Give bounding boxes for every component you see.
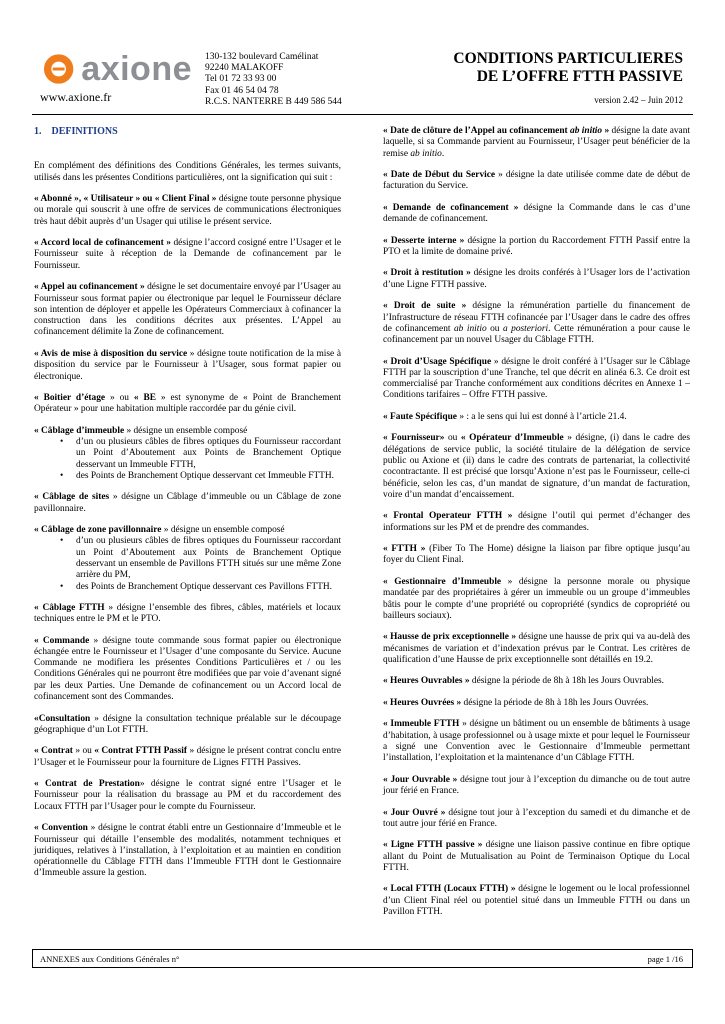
logo-text: axione bbox=[81, 50, 192, 88]
term: « Ligne FTTH passive » bbox=[383, 840, 483, 851]
definition-text: désigne toute personne physique ou morale qui souscrit à une offre de services de communications électroniques très haut débit auprès d’un Usager qui utilise le présent service. bbox=[34, 194, 341, 227]
definition-text: » désigne la date utilisée comme date de début de facturation du Service. bbox=[383, 170, 690, 192]
term: « Boitier d’étage bbox=[34, 392, 106, 403]
definition bbox=[383, 301, 690, 346]
term: « Immeuble FTTH bbox=[383, 719, 460, 730]
list-item: • d’un ou plusieurs câbles de fibres optiques du Fournisseur raccordant un Point d’Aboutement aux Points de Branchement Optique desservant un ensemble de Pavillons FTTH situés sur une même Zone arrière du PM, bbox=[76, 536, 341, 581]
definition bbox=[383, 719, 690, 764]
definition-italic: ab initio bbox=[453, 323, 487, 334]
definition-text: » désigne la consultation technique préalable sur le découpage géographique d’un Lot FTTH. bbox=[34, 713, 341, 735]
definition-text: désigne la période de 8h à 18h les Jours Ouvrables. bbox=[469, 676, 665, 687]
definition-text: . bbox=[441, 148, 445, 159]
definition bbox=[34, 194, 341, 228]
definition-text: ou bbox=[444, 433, 461, 444]
definition-italic: a posteriori bbox=[502, 323, 549, 334]
definition bbox=[34, 238, 341, 272]
definition-text: » désigne le droit conféré à l’Usager sur le Câblage FTTH par la souscription d’une Tranche, tel que décrit en alinéa 6.3. Ce droit est commercialisé par Tranche conformément aux conditions décrites en Annexe 1 – Conditions tarifaires – Offre FTTH passive. bbox=[383, 356, 690, 401]
definition-text: désigne tout jour à l’exception du dimanche ou de tout autre jour férié en France. bbox=[383, 774, 690, 797]
term: « Faute Spécifique bbox=[383, 411, 457, 422]
term: « Câblage FTTH bbox=[34, 602, 105, 613]
term: « Contrat bbox=[34, 746, 73, 757]
definition-text: désigne l’outil qui permet d’échanger des informations sur les PM et de prendre des commandes. bbox=[383, 511, 690, 533]
term-text: « Date de clôture de l’Appel au cofinancement bbox=[383, 126, 571, 136]
term: « Droit de suite » bbox=[383, 301, 467, 312]
term: « Câblage de sites bbox=[34, 492, 110, 503]
definition-text: » : a le sens qui lui est donné à l’article 21.4. bbox=[456, 411, 627, 422]
definition-text: » désigne toute commande sous format papier ou électronique échangée entre le Fournisseur et l’Usager d’une composante du Service. Aucune Commande ne modifiera les présentes Conditions Particulières et / ou les Conditions Générales qui ne pourront être modifiées que par voie d’avenant signé par les deux Parties. Une Demande de cofinancement ou un Accord local de cofinancement sont des Commandes. bbox=[34, 635, 341, 703]
title-line-1: CONDITIONS PARTICULIERES bbox=[453, 50, 683, 67]
term: «Consultation bbox=[34, 713, 91, 724]
definition bbox=[383, 170, 690, 193]
term: « Desserte interne » bbox=[383, 235, 465, 246]
definition-text: » ou bbox=[105, 392, 134, 403]
title-line-2: DE L’OFFRE FTTH PASSIVE bbox=[476, 68, 683, 85]
header-divider bbox=[32, 114, 693, 115]
definition-text: » désigne un ensemble composé bbox=[161, 525, 285, 536]
definition bbox=[34, 779, 341, 813]
definition-text: désigne tout jour à l’exception du samedi et du dimanche et de tout autre jour férié en France. bbox=[383, 807, 690, 829]
definition bbox=[34, 636, 341, 704]
definition bbox=[383, 412, 690, 423]
term: « Contrat de Prestation bbox=[34, 779, 140, 790]
definition bbox=[383, 357, 690, 402]
term: « Contrat FTTH Passif bbox=[94, 746, 188, 757]
address-line: 92240 MALAKOFF bbox=[205, 63, 284, 74]
address-line: Fax 01 46 54 04 78 bbox=[205, 85, 279, 96]
bullet-list bbox=[34, 536, 341, 592]
definition-text: désigne la période de 8h à 18h les Jours Ouvrées. bbox=[461, 697, 649, 708]
bullet-list bbox=[34, 437, 341, 482]
definition-text: désigne la portion du Raccordement FTTH Passif entre la PTO et la limite de domaine privé. bbox=[383, 235, 690, 257]
term: « Frontal Operateur FTTH » bbox=[383, 511, 513, 522]
term: « Heures Ouvrables » bbox=[383, 676, 470, 687]
term: « Demande de cofinancement » bbox=[383, 202, 519, 213]
section-number: 1. bbox=[34, 126, 42, 137]
definition bbox=[383, 775, 690, 798]
definition bbox=[34, 746, 341, 769]
definition bbox=[383, 236, 690, 259]
definition-text: » désigne l’ensemble des fibres, câbles, matériels et locaux techniques entre le PM et le PTO. bbox=[34, 602, 341, 625]
definition bbox=[34, 492, 341, 515]
intro-paragraph: En complément des définitions des Conditions Générales, les termes suivants, utilisés dans les présentes Conditions particulières, ont la signification qui suit : bbox=[34, 161, 341, 183]
definition bbox=[383, 511, 690, 534]
website-link[interactable]: www.axione.fr bbox=[40, 90, 112, 104]
definition bbox=[383, 433, 690, 501]
definition-text: » désigne le présent contrat conclu entre l’Usager et le Fournisseur pour la fourniture de Lignes FTTH Passives. bbox=[34, 746, 342, 768]
definition-text: désigne une liaison passive continue en fibre optique allant du Point de Mutualisation au Point de Terminaison Optique du Local FTTH. bbox=[383, 840, 690, 873]
definition bbox=[383, 884, 690, 918]
definition-text: désigne le logement ou le local professionnel d’un Client Final réel ou potentiel situé dans un Immeuble FTTH ou dans un Pavillon FTTH. bbox=[383, 884, 690, 917]
definition-text: » désigne la personne morale ou physique mandatée par des propriétaires à gérer un immeuble ou un groupe d’immeubles bâtis pour le compte d’une propriété ou copropriété (syndics de copropriété ou bailleurs sociaux). bbox=[383, 576, 690, 621]
definition bbox=[34, 823, 341, 879]
footer-annex-label: ANNEXES aux Conditions Générales n° bbox=[40, 954, 180, 964]
section-heading bbox=[34, 126, 341, 137]
term bbox=[383, 126, 609, 136]
definition bbox=[34, 603, 341, 626]
term: « Jour Ouvrable » bbox=[383, 774, 458, 785]
term: « Abonné », « Utilisateur » ou « Client Final » bbox=[34, 194, 217, 205]
term: « Jour Ouvré » bbox=[383, 807, 446, 818]
definition bbox=[34, 393, 341, 416]
definition bbox=[34, 714, 341, 737]
definition-text: désigne la rémunération partielle du financement de l’Infrastructure de réseau FTTH cofinancée par l’Usager dans le cadre des offres de cofinancement bbox=[383, 301, 690, 334]
term-text: » bbox=[602, 126, 610, 136]
axione-logo bbox=[42, 52, 192, 86]
term: « BE bbox=[133, 392, 156, 403]
term: « Convention bbox=[34, 823, 88, 834]
definition-text: ou bbox=[486, 323, 503, 334]
term: « Local FTTH (Locaux FTTH) » bbox=[383, 884, 516, 895]
definition-text: (Fiber To The Home) désigne la liaison par fibre optique jusqu’au foyer du Client Final. bbox=[383, 544, 690, 566]
term: « Droit d’Usage Spécifique bbox=[383, 356, 492, 367]
definition bbox=[383, 698, 690, 709]
list-item: • des Points de Branchement Optique desservant cet Immeuble FTTH. bbox=[76, 471, 341, 482]
definition-italic: ab initio bbox=[410, 148, 442, 159]
section-title: DEFINITIONS bbox=[51, 126, 118, 137]
definition bbox=[383, 808, 690, 831]
term: « Hausse de prix exceptionnelle » bbox=[383, 632, 517, 643]
axione-logo-icon bbox=[42, 52, 75, 86]
left-column bbox=[34, 126, 341, 890]
definition bbox=[383, 544, 690, 567]
definition bbox=[34, 525, 341, 536]
definition-text: désigne le set documentaire envoyé par l’Usager au Fournisseur sous format papier ou électronique par lequel le Fournisseur déclare son intention de déployer et appelle les Opérateurs Commerciaux à cofinancer la construction dans les conditions décrites aux présentes. L’Appel au cofinancement délimite la Zone de cofinancement. bbox=[34, 282, 341, 338]
definition-text: » désigne un ensemble composé bbox=[124, 425, 248, 436]
definition-text: » désigne le contrat signé entre l’Usager et le Fournisseur pour la réalisation du brassage au PM et du raccordement des Locaux FTTH par l’Usager pour le compte du Fournisseur. bbox=[34, 779, 341, 812]
definition bbox=[383, 632, 690, 666]
definition bbox=[383, 676, 690, 687]
company-address bbox=[205, 52, 342, 108]
definition-text: désigne l’accord cosigné entre l’Usager et le Fournisseur suite à réception de la Demande de cofinancement par le Fournisseur. bbox=[34, 238, 342, 271]
definition bbox=[383, 840, 690, 874]
term: « Date de Début du Service bbox=[383, 170, 496, 181]
definition-text: » désigne le contrat établi entre un Gestionnaire d’Immeuble et le Fournisseur qui détaille l’ensemble des modalités, notamment techniques et juridiques, relatives à l’installation, à l’exploitation et au maintien en condition opérationnelle du Câblage FTTH dans l’Immeuble FTTH dont le Gestionnaire d’Immeuble assure la gestion. bbox=[34, 823, 341, 879]
term: « Fournisseur» bbox=[383, 433, 445, 444]
definition-text: » désigne un bâtiment ou un ensemble de bâtiments à usage d’habitation, à usage professionnel ou à usage mixte et pour lequel le Fournisseur a signé une Convention avec le Gestionnaire d’Immeuble permettant l’installation, l’exploitation et la maintenance d’un Câblage FTTH. bbox=[383, 719, 690, 764]
term: « Câblage d’immeuble bbox=[34, 425, 125, 436]
definition bbox=[383, 126, 690, 160]
version-label: version 2.42 – Juin 2012 bbox=[594, 95, 683, 105]
term: « Accord local de cofinancement » bbox=[34, 238, 171, 249]
term: « Avis de mise à disposition du service bbox=[34, 348, 188, 359]
term-italic: ab initio bbox=[570, 126, 603, 136]
definition-text: » ou bbox=[72, 746, 95, 757]
term: « Gestionnaire d’Immeuble bbox=[383, 576, 502, 587]
definition-text: désigne une hausse de prix qui va au-delà des mécanismes de variation et d’indexation prévus par le Contrat. Les critères de qualification d’une Hausse de prix exceptionnelle sont détaillés en 19.2. bbox=[383, 632, 691, 665]
term: « Câblage de zone pavillonnaire bbox=[34, 525, 162, 536]
page-number: page 1 /16 bbox=[647, 954, 683, 964]
term: « Heures Ouvrées » bbox=[383, 697, 462, 708]
definition-text: » désigne toute notification de la mise à disposition du service par le Fournisseur à l’Usager, sous format papier ou électronique. bbox=[34, 348, 342, 382]
definition bbox=[34, 426, 341, 437]
definition bbox=[34, 282, 341, 338]
address-line: R.C.S. NANTERRE B 449 586 544 bbox=[205, 96, 342, 107]
list-item: • des Points de Branchement Optique desservant ces Pavillons FTTH. bbox=[76, 582, 341, 593]
right-column bbox=[383, 126, 690, 928]
definition-text: » désigne, (i) dans le cadre des délégations de service public, la société titulaire de la délégation de service public ou Axione et (ii) dans le cadre des contrats de partenariat, la collectivité cocontractante. Il est précisé que lorsqu’Axione n’est pas le Fournisseur, celle-ci bénéficie, selon les cas, d’un mandat de signature, d’un mandat de facturation, voire d’un mandat d’encaissement. bbox=[383, 433, 690, 500]
definition-text: » désigne un Câblage d’immeuble ou un Câblage de zone pavillonnaire. bbox=[34, 492, 341, 514]
definition-text: . Cette rémunération a pour cause le cofinancement par un nouvel Usager du Câblage FTTH. bbox=[383, 323, 691, 346]
definition-text: désigne la date avant laquelle, si sa Commande parvient au Fournisseur, l’Usager peut bénéficier de la remise bbox=[383, 126, 690, 159]
list-item: • d’un ou plusieurs câbles de fibres optiques du Fournisseur raccordant un Point d’Aboutement aux Points de Branchement Optique desservant un Immeuble FTTH, bbox=[76, 437, 341, 471]
term: « Appel au cofinancement » bbox=[34, 282, 145, 293]
address-line: Tel 01 72 33 93 00 bbox=[205, 74, 277, 85]
term: « Droit à restitution » bbox=[383, 268, 471, 279]
term: « FTTH » bbox=[383, 544, 426, 555]
definition bbox=[383, 268, 690, 291]
definition-text: désigne les droits conférés à l’Usager lors de l’activation d’une Ligne FTTH passive. bbox=[383, 268, 690, 290]
definition bbox=[383, 577, 690, 622]
definition-text: désigne la Commande dans le cas d’une demande de cofinancement. bbox=[383, 202, 690, 225]
address-line: 130-132 boulevard Camélinat bbox=[205, 52, 319, 62]
definition bbox=[34, 349, 341, 383]
term: « Commande bbox=[34, 635, 90, 646]
term: « Opérateur d’Immeuble bbox=[460, 433, 564, 444]
definition bbox=[383, 203, 690, 226]
definition-text: » est synonyme de « Point de Branchement Opérateur » pour une habitation multiple raccordée par du génie civil. bbox=[34, 392, 341, 415]
document-title bbox=[453, 50, 683, 86]
